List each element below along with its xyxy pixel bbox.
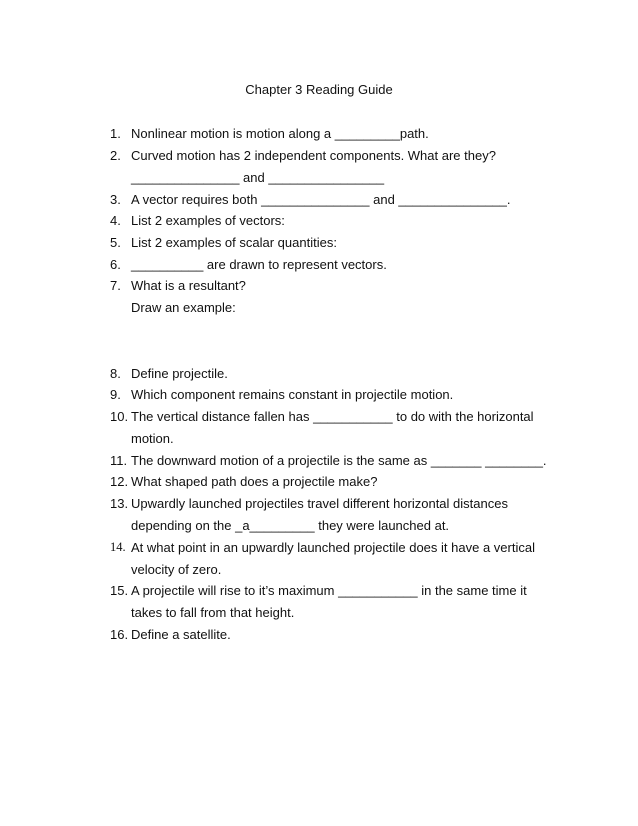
question-13 [110, 493, 580, 536]
question-text-continued: velocity of zero. [131, 561, 222, 577]
question-number: 11. [110, 453, 128, 468]
question-number: 8. [110, 366, 121, 381]
question-text-continued: motion. [131, 430, 174, 446]
question-text: A projectile will rise to it’s maximum ___________ in the same time it [131, 583, 527, 598]
question-15 [110, 580, 580, 623]
question-text: At what point in an upwardly launched projectile does it have a vertical [131, 540, 535, 555]
question-number: 5. [110, 235, 121, 250]
question-7 [110, 275, 580, 318]
question-number: 1. [110, 126, 121, 141]
question-number: 6. [110, 257, 121, 272]
question-2 [110, 145, 580, 188]
question-text: List 2 examples of vectors: [131, 213, 285, 228]
question-text: Define projectile. [131, 366, 228, 381]
question-8 [110, 363, 580, 385]
question-number: 4. [110, 213, 121, 228]
question-text: The downward motion of a projectile is the same as _______ ________. [131, 453, 547, 468]
question-text: Nonlinear motion is motion along a _________path. [131, 126, 429, 141]
question-text: List 2 examples of scalar quantities: [131, 235, 337, 250]
question-number: 2. [110, 148, 121, 163]
question-16 [110, 624, 580, 646]
question-text: Upwardly launched projectiles travel different horizontal distances [131, 496, 508, 511]
question-number: 9. [110, 387, 121, 402]
question-number: 3. [110, 192, 121, 207]
question-12 [110, 471, 580, 493]
question-11 [110, 450, 580, 472]
page-title: Chapter 3 Reading Guide [245, 82, 393, 97]
question-text-continued: Draw an example: [131, 299, 236, 315]
question-number: 16. [110, 627, 129, 642]
question-4 [110, 210, 580, 232]
question-5 [110, 232, 580, 254]
question-text: What shaped path does a projectile make? [131, 474, 378, 489]
question-6 [110, 254, 580, 276]
question-text-continued: _______________ and ________________ [131, 169, 385, 185]
question-text-continued: takes to fall from that height. [131, 604, 295, 620]
question-number: 7. [110, 278, 121, 293]
question-1 [110, 123, 580, 145]
question-10 [110, 406, 580, 449]
question-number: 12. [110, 474, 129, 489]
question-text: A vector requires both _______________ and _______________. [131, 192, 511, 207]
question-9 [110, 384, 580, 406]
question-number: 14. [110, 540, 126, 554]
question-number: 13. [110, 496, 129, 511]
question-number: 15. [110, 583, 129, 598]
question-14 [110, 537, 580, 580]
question-text: Which component remains constant in projectile motion. [131, 387, 454, 402]
question-text: __________ are drawn to represent vectors. [131, 257, 387, 272]
question-text: What is a resultant? [131, 278, 246, 293]
question-text: The vertical distance fallen has ___________ to do with the horizontal [131, 409, 534, 424]
question-text: Curved motion has 2 independent components. What are they? [131, 148, 496, 163]
question-text: Define a satellite. [131, 627, 231, 642]
question-3 [110, 189, 580, 211]
question-text-continued: depending on the _a_________ they were launched at. [131, 517, 450, 533]
question-number: 10. [110, 409, 129, 424]
